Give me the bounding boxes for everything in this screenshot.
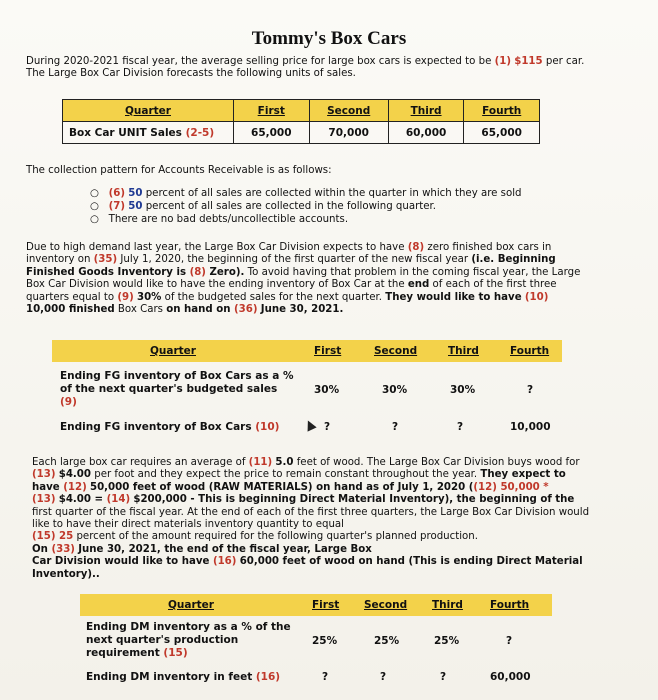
dm-header-second: Second xyxy=(364,599,408,611)
fg-header-third: Third xyxy=(448,345,479,357)
dm-row2-fourth: 60,000 xyxy=(490,671,531,683)
sales-row-label: Box Car UNIT Sales (2-5) xyxy=(63,122,234,144)
inventory-paragraph: Due to high demand last year, the Large Box Car Division expects to have (8) zero finished box cars in inventory on (35) July 1, 2020, the beginning of the first quarter of the new fiscal year (i.e. Beginning Finished Goods Inventory is (8) Zero). To avoid having that problem in the coming fiscal year, the Large Box Car Division would like to have the ending inventory of Box Car at the end of each of the first three quarters equal to (9) 30% of the budgeted sales for the next quarter. They would like to have (10) 10,000 finished Box Cars on hand on (36) June 30, 2021. xyxy=(26,242,581,316)
fg-row1-first: 30% xyxy=(314,384,340,396)
fg-row1-third: 30% xyxy=(450,384,476,396)
dm-table xyxy=(80,594,552,694)
dm-row1-first: 25% xyxy=(312,635,338,647)
sales-header-quarter: Quarter xyxy=(63,100,234,122)
page-title: Tommy's Box Cars xyxy=(251,28,407,49)
dm-row2-third: ? xyxy=(440,671,447,683)
dm-row1-third: 25% xyxy=(434,635,460,647)
dm-row2-second: ? xyxy=(380,671,387,683)
fg-row2-fourth: 10,000 xyxy=(510,421,551,433)
dm-row1-label: Ending DM inventory as a % of the next quarter's production requirement (15) xyxy=(86,621,291,659)
fg-header-quarter: Quarter xyxy=(150,345,196,357)
sales-first-value: 65,000 xyxy=(234,122,310,144)
fg-row1-second: 30% xyxy=(382,384,408,396)
dm-header-fourth: Fourth xyxy=(490,599,530,611)
fg-row1-label: Ending FG inventory of Box Cars as a % of the next quarter's budgeted sales (9) xyxy=(60,370,294,408)
sales-third-value: 60,000 xyxy=(388,122,464,144)
dm-row1-second: 25% xyxy=(374,635,400,647)
collection-bullet-3: ○ There are no bad debts/uncollectible accounts. xyxy=(90,214,349,225)
sales-data-row xyxy=(63,122,540,144)
dm-header-first: First xyxy=(312,599,340,611)
sales-header-second: Second xyxy=(309,100,388,122)
fg-row2-second: ? xyxy=(392,421,399,433)
collection-intro: The collection pattern for Accounts Receivable is as follows: xyxy=(26,165,332,176)
sales-header-fourth: Fourth xyxy=(464,100,540,122)
dm-row1-fourth: ? xyxy=(506,635,513,647)
fg-header-first: First xyxy=(314,345,342,357)
fg-header-band xyxy=(52,340,562,362)
dm-header-third: Third xyxy=(432,599,463,611)
fg-header-fourth: Fourth xyxy=(510,345,550,357)
fg-row2-first: ? xyxy=(324,421,331,433)
dm-header-quarter: Quarter xyxy=(168,599,214,611)
fg-header-second: Second xyxy=(374,345,418,357)
intro-paragraph: During 2020-2021 fiscal year, the average selling price for large box cars is expected to be (1) $115 per car. The Large Box Car Division forecasts the following units of sales. xyxy=(26,56,585,80)
sales-table xyxy=(62,99,540,144)
sales-fourth-value: 65,000 xyxy=(464,122,540,144)
dm-row2-label: Ending DM inventory in feet (16) xyxy=(86,671,281,683)
fg-row2-label: Ending FG inventory of Box Cars (10) xyxy=(60,421,280,433)
sales-header-row xyxy=(63,100,540,122)
sales-second-value: 70,000 xyxy=(309,122,388,144)
sales-header-first: First xyxy=(234,100,310,122)
sales-header-third: Third xyxy=(388,100,464,122)
fg-row2-third: ? xyxy=(457,421,464,433)
collection-bullet-2: ○ (7) 50 percent of all sales are collected in the following quarter. xyxy=(90,201,437,212)
fg-row1-fourth: ? xyxy=(527,384,534,396)
dm-row2-first: ? xyxy=(322,671,329,683)
collection-bullet-1: ○ (6) 50 percent of all sales are collected within the quarter in which they are sold xyxy=(90,188,522,199)
wood-paragraph: Each large box car requires an average of (11) 5.0 feet of wood. The Large Box Car Division buys wood for (13) $4.00 per foot and they expect the price to remain constant throughout the year. They expect to have (12) 50,000 feet of wood (RAW MATERIALS) on hand as of July 1, 2020 ((12) 50,000 * (13) $4.00 = (14) $200,000 - This is beginning Direct Material Inventory), the beginning of the first quarter of the fiscal year. At the end of each of the first three quarters, the Large Box Car Division would like to have their direct materials inventory quantity to equal (15) 25 percent of the amount required for the following quarter's planned production. On (33) June 30, 2021, the end of the fiscal year, Large Box Car Division would like to have (16) 60,000 feet of wood on hand (This is ending Direct Material Inventory).. xyxy=(32,457,590,580)
